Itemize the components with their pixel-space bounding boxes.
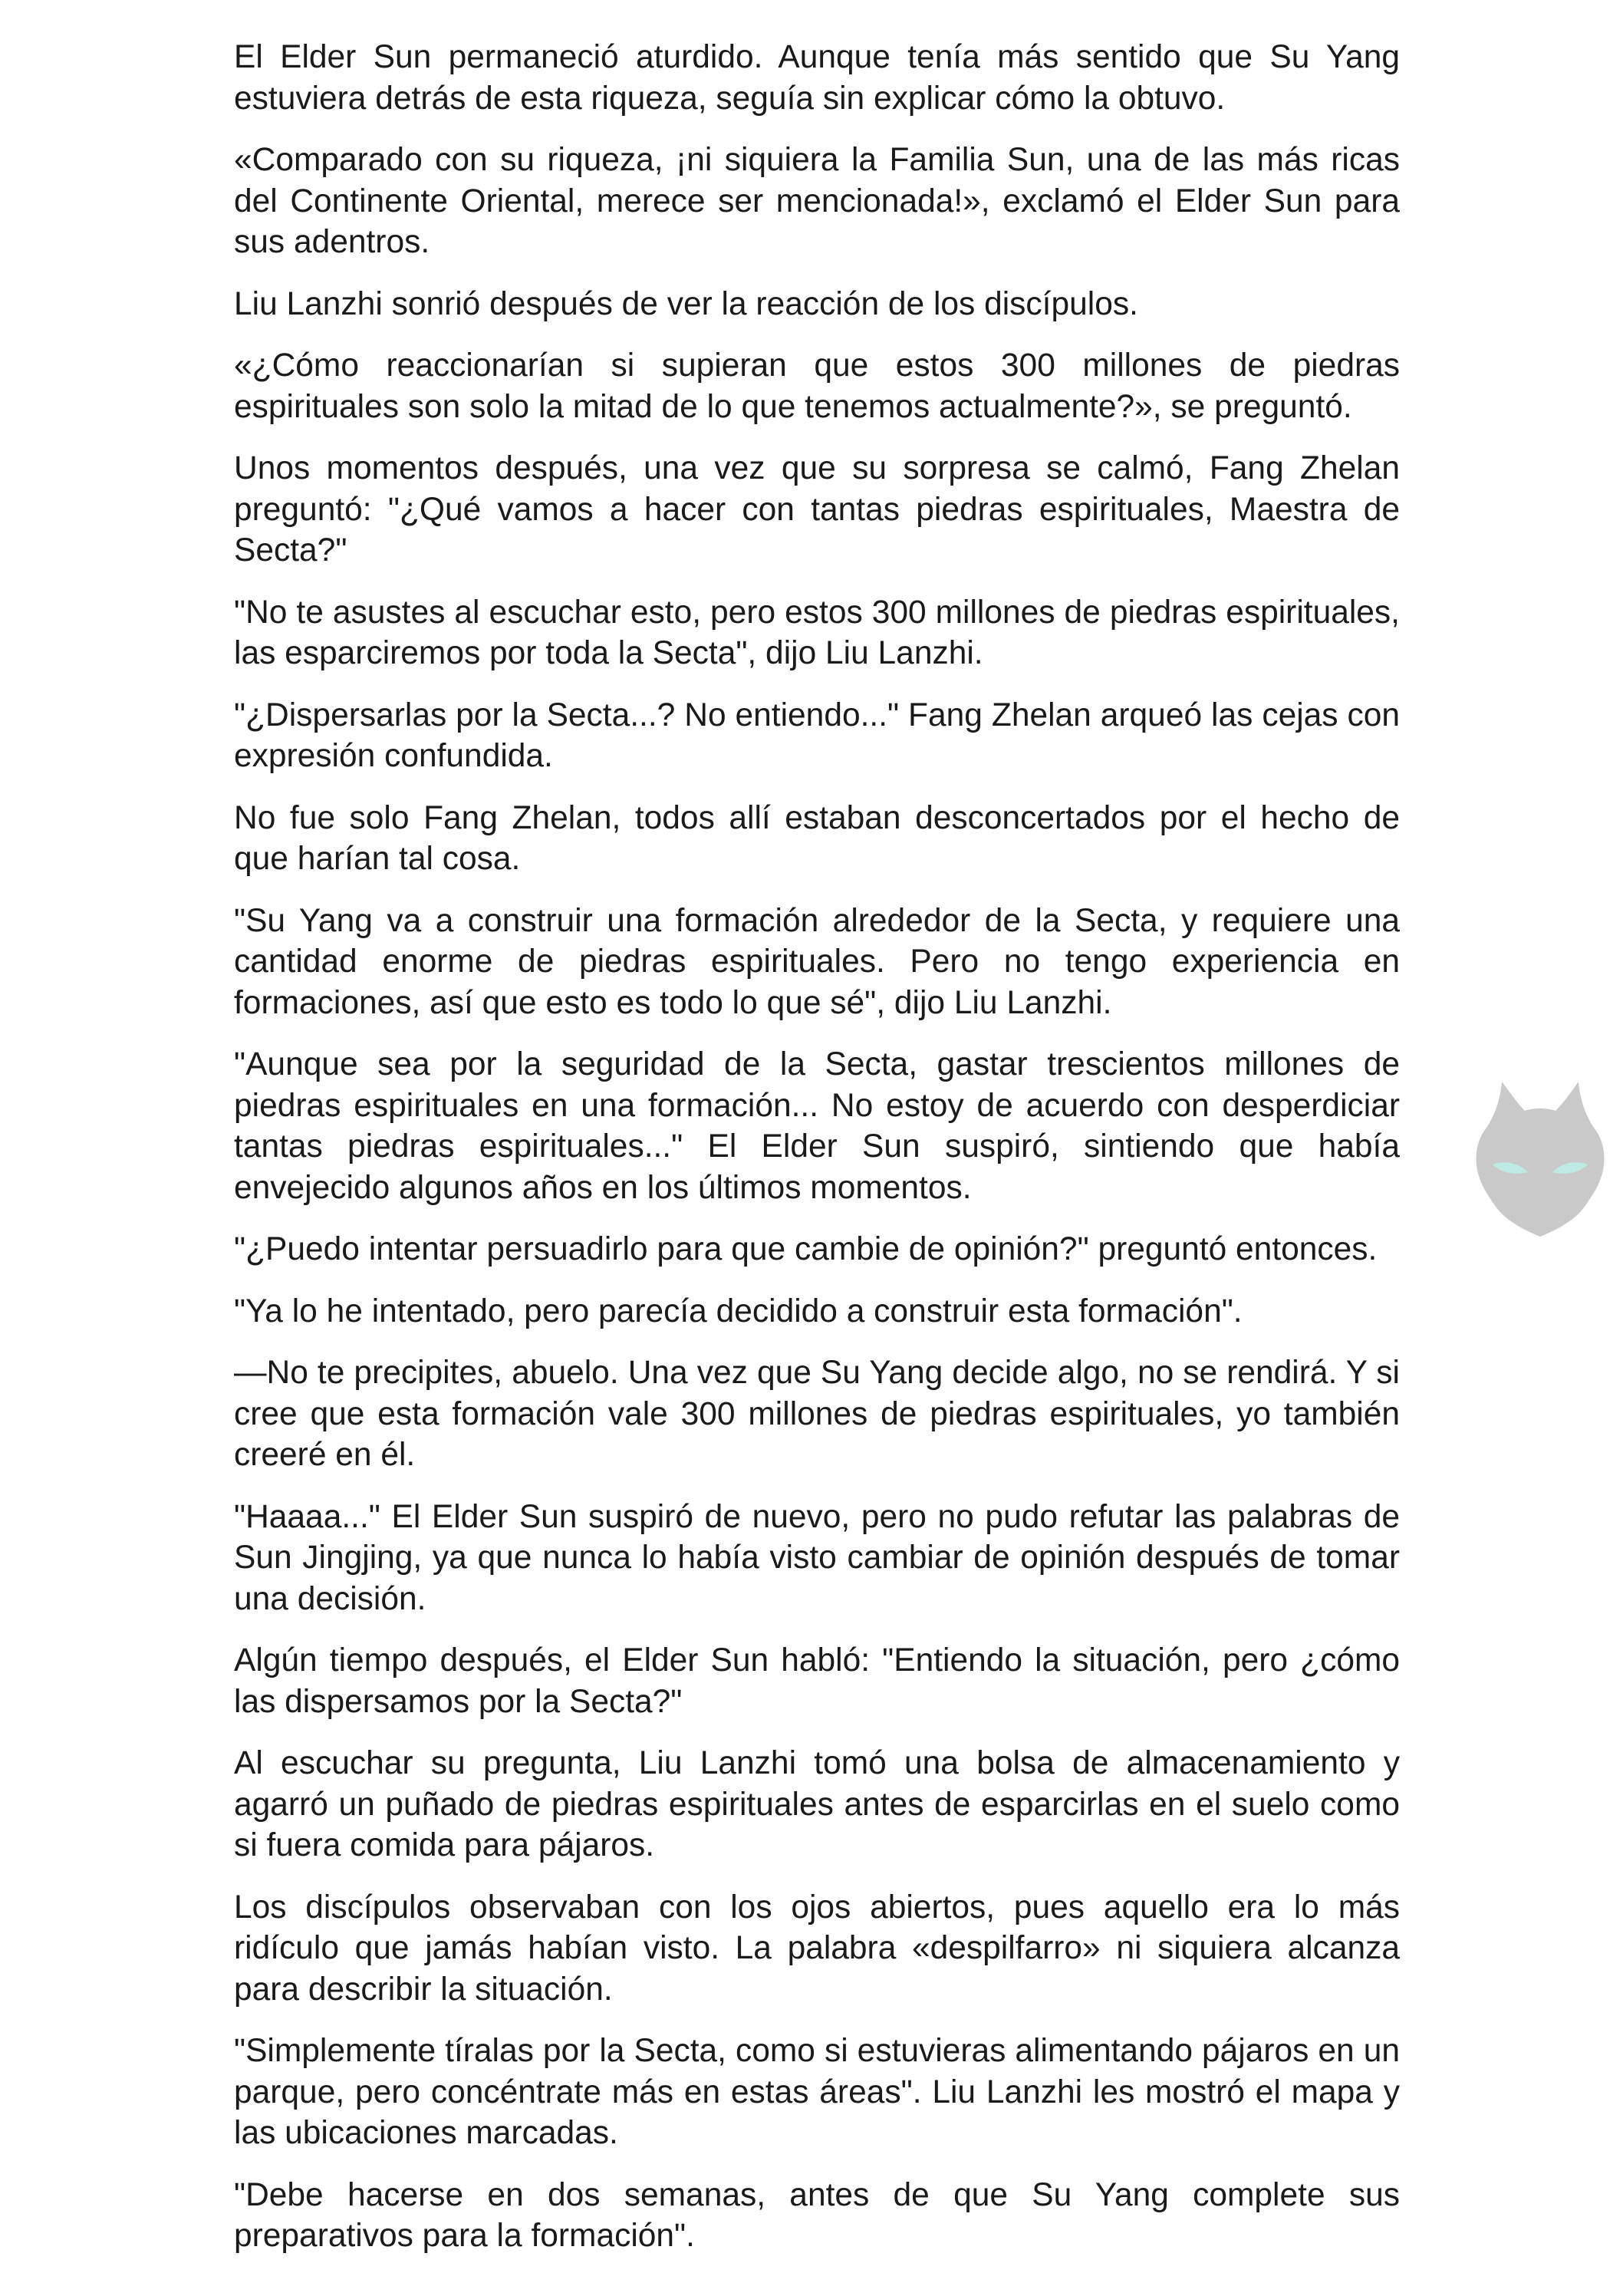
paragraph: "No te asustes al escuchar esto, pero estos 300 millones de piedras espirituales, las esparciremos por toda la Secta", dijo Liu Lanzhi. — [234, 594, 1400, 671]
paragraph: El Elder Sun permaneció aturdido. Aunque tenía más sentido que Su Yang estuviera detrás de esta riqueza, seguía sin explicar cómo la obtuvo. — [234, 39, 1400, 117]
paragraph: "Haaaa..." El Elder Sun suspiró de nuevo, pero no pudo refutar las palabras de Sun Jingjing, ya que nunca lo había visto cambiar de opinión después de tomar una decisión. — [234, 1498, 1400, 1617]
paragraph: "Aunque sea por la seguridad de la Secta, gastar trescientos millones de piedras espirituales en una formación... No estoy de acuerdo con desperdiciar tantas piedras espirituales..." El Elder Sun suspiró, sintiendo que había envejecido algunos años en los últimos momentos. — [234, 1046, 1400, 1206]
paragraph: «Comparado con su riqueza, ¡ni siquiera la Familia Sun, una de las más ricas del Continente Oriental, merece ser mencionada!», exclamó el Elder Sun para sus adentros. — [234, 142, 1400, 260]
document-body — [234, 37, 1400, 2278]
paragraph: "Simplemente tíralas por la Secta, como si estuvieras alimentando pájaros en un parque, pero concéntrate más en estas áreas". Liu Lanzhi les mostró el mapa y las ubicaciones marcadas. — [234, 2033, 1400, 2151]
demon-head-silhouette — [1477, 1082, 1605, 1237]
paragraph: Los discípulos observaban con los ojos abiertos, pues aquello era lo más ridículo que jamás habían visto. La palabra «despilfarro» ni siquiera alcanza para describir la situación. — [234, 1889, 1400, 2008]
paragraph: "¿Dispersarlas por la Secta...? No entiendo..." Fang Zhelan arqueó las cejas con expresión confundida. — [234, 697, 1400, 774]
paragraph: No fue solo Fang Zhelan, todos allí estaban desconcertados por el hecho de que harían tal cosa. — [234, 799, 1400, 877]
paragraph: "¿Puedo intentar persuadirlo para que cambie de opinión?" preguntó entonces. — [234, 1231, 1378, 1267]
paragraph: "Debe hacerse en dos semanas, antes de que Su Yang complete sus preparativos para la formación". — [234, 2176, 1400, 2254]
paragraph: Al escuchar su pregunta, Liu Lanzhi tomó una bolsa de almacenamiento y agarró un puñado de piedras espirituales antes de esparcirlas en el suelo como si fuera comida para pájaros. — [234, 1745, 1400, 1863]
paragraph: "Su Yang va a construir una formación alrededor de la Secta, y requiere una cantidad enorme de piedras espirituales. Pero no tengo experiencia en formaciones, así que esto es todo lo que sé", dijo Liu Lanzhi. — [234, 902, 1400, 1021]
paragraph: Liu Lanzhi sonrió después de ver la reacción de los discípulos. — [234, 285, 1138, 322]
demon-head-icon — [1471, 1074, 1609, 1239]
paragraph: —No te precipites, abuelo. Una vez que Su Yang decide algo, no se rendirá. Y si cree que esta formación vale 300 millones de piedras espirituales, yo también creeré en él. — [234, 1355, 1400, 1473]
paragraph: "Ya lo he intentado, pero parecía decidido a construir esta formación". — [234, 1293, 1243, 1329]
paragraph: Algún tiempo después, el Elder Sun habló: "Entiendo la situación, pero ¿cómo las dispersamos por la Secta?" — [234, 1642, 1400, 1720]
paragraph: Unos momentos después, una vez que su sorpresa se calmó, Fang Zhelan preguntó: "¿Qué vamos a hacer con tantas piedras espirituales, Maestra de Secta?" — [234, 450, 1400, 568]
paragraph: «¿Cómo reaccionarían si supieran que estos 300 millones de piedras espirituales son solo la mitad de lo que tenemos actualmente?», se preguntó. — [234, 348, 1400, 425]
